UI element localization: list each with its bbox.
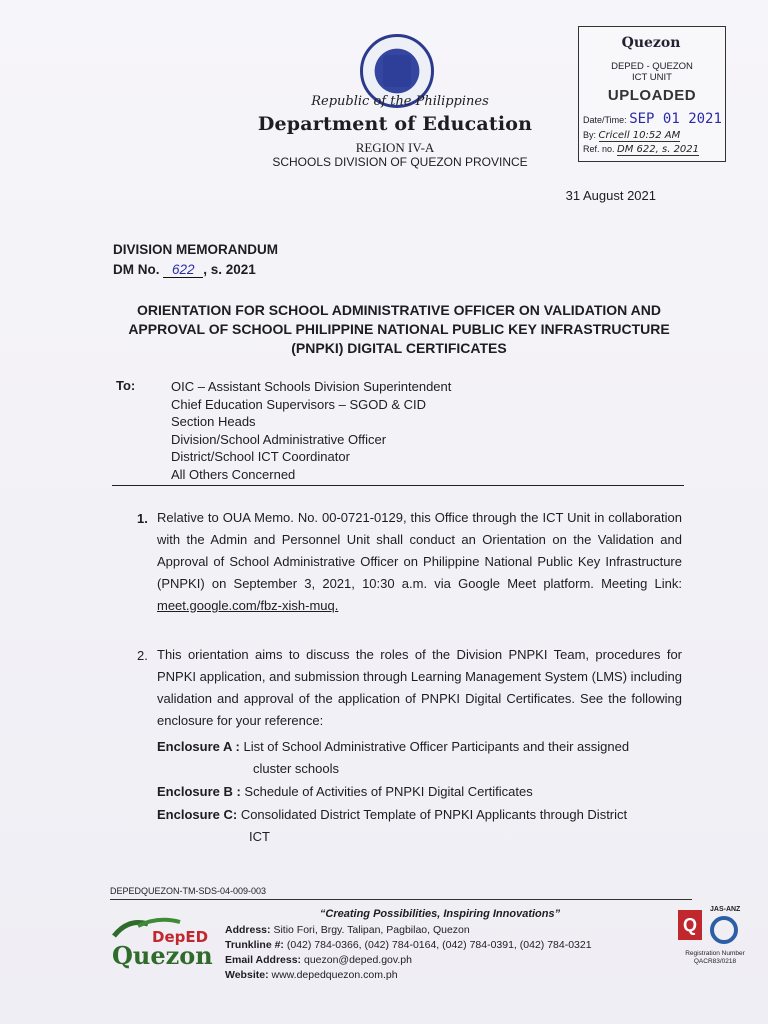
cert-reg-number: QACR83/0218 xyxy=(693,958,737,965)
divider xyxy=(112,485,684,486)
enclosure-c xyxy=(157,804,687,848)
dm-suffix: , s. 2021 xyxy=(203,262,256,277)
stamp-by-label: By: xyxy=(583,130,597,140)
stamp-office: DEPED - QUEZON xyxy=(611,61,693,72)
dm-prefix: DM No. xyxy=(113,262,160,277)
document-code: DEPEDQUEZON-TM-SDS-04-009-003 xyxy=(110,886,267,896)
logo-bottom-text: Quezon xyxy=(112,941,213,970)
stamp-logo: Quezon xyxy=(621,35,681,51)
paragraph-1-text: Relative to OUA Memo. No. 00-0721-0129, this Office through the ICT Unit in collaboration with the Admin and Personnel Unit shall conduct an Orientation on the Validation and Approval of School Administrative Officer on Philippine National Public Key Infrastructure (PNPKI) on September 3, 2021, 10:30 a.m. via Google Meet platform. Meeting Link: xyxy=(157,510,682,591)
enclosure-b xyxy=(157,781,687,803)
stamp-date-value: SEP 01 2021 xyxy=(629,111,722,127)
recipient-item: All Others Concerned xyxy=(171,466,296,482)
footer-website: Website: www.depedquezon.com.ph xyxy=(225,969,398,981)
stamp-ref-label: Ref. no. xyxy=(583,144,615,154)
footer-email: Email Address: quezon@deped.gov.ph xyxy=(225,954,412,966)
logo-top-text: DepED xyxy=(152,928,209,946)
stamp-date-row xyxy=(583,111,723,127)
memo-number-line xyxy=(113,262,256,278)
enclosure-text: Consolidated District Template of PNPKI Applicants through District xyxy=(240,807,628,822)
enclosure-text-cont: cluster schools xyxy=(253,761,339,776)
enclosure-label: Enclosure B : xyxy=(157,784,241,799)
region-line: REGION IV-A xyxy=(355,140,435,155)
meeting-link[interactable]: meet.google.com/fbz-xish-muq. xyxy=(157,598,339,613)
paragraph-2-number: 2. xyxy=(137,648,148,663)
republic-line: Republic of the Philippines xyxy=(311,94,489,109)
memo-title: ORIENTATION FOR SCHOOL ADMINISTRATIVE OFFICER ON VALIDATION AND APPROVAL OF SCHOOL PHILIPPINE NATIONAL PUBLIC KEY INFRASTRUCTURE (PNPKI) DIGITAL CERTIFICATES xyxy=(128,302,670,356)
quality-q-icon: Q xyxy=(678,910,702,940)
stamp-date-label: Date/Time: xyxy=(583,115,627,125)
recipient-item: OIC – Assistant Schools Division Superintendent xyxy=(171,379,452,394)
paragraph-2-text: This orientation aims to discuss the roles of the Division PNPKI Team, procedures for PNPKI application, and submission through Learning Management System (LMS) including validation and approval of the application of PNPKI Digital Certificates. See the following enclosure for your reference: xyxy=(157,647,682,728)
enclosure-a xyxy=(157,736,687,780)
recipient-item: Section Heads xyxy=(171,414,256,429)
enclosure-label: Enclosure A : xyxy=(157,739,240,754)
memo-date: 31 August 2021 xyxy=(565,188,656,203)
enclosure-text: Schedule of Activities of PNPKI Digital Certificates xyxy=(244,784,533,799)
recipient-item: Chief Education Supervisors – SGOD & CID xyxy=(171,396,427,412)
deped-quezon-logo xyxy=(108,914,218,972)
recipient-item: Division/School Administrative Officer xyxy=(171,431,387,447)
footer-divider xyxy=(110,899,692,900)
cert-tag: JAS-ANZ xyxy=(710,906,741,913)
stamp-by-row xyxy=(583,130,723,141)
footer-tagline: “Creating Possibilities, Inspiring Innovations” xyxy=(319,908,561,920)
to-label: To: xyxy=(116,378,136,393)
enclosure-label: Enclosure C: xyxy=(157,807,238,822)
department-name: Department of Education xyxy=(257,113,533,135)
recipient-item: District/School ICT Coordinator xyxy=(171,449,350,464)
footer-trunkline: Trunkline #: (042) 784-0366, (042) 784-0164, (042) 784-0391, (042) 784-0321 xyxy=(225,939,592,951)
upload-stamp xyxy=(578,26,726,162)
stamp-by-value: Cricell 10:52 AM xyxy=(598,130,681,141)
cert-reg-label: Registration Number xyxy=(685,950,745,957)
enclosure-text: List of School Administrative Officer Participants and their assigned xyxy=(243,739,630,754)
memo-heading: DIVISION MEMORANDUM xyxy=(113,242,278,257)
division-line: SCHOOLS DIVISION OF QUEZON PROVINCE xyxy=(272,155,528,169)
stamp-unit: ICT UNIT xyxy=(632,72,672,83)
stamp-ref-row xyxy=(583,144,723,155)
paragraph-1-number: 1. xyxy=(137,511,148,526)
certification-badge xyxy=(676,906,754,970)
footer-address: Address: Sitio Fori, Brgy. Talipan, Pagbilao, Quezon xyxy=(225,924,470,936)
stamp-status: UPLOADED xyxy=(607,87,697,104)
paragraph-1 xyxy=(157,507,682,617)
recipient-list xyxy=(171,378,451,483)
dm-number: 622 xyxy=(163,262,203,278)
cert-circle-icon xyxy=(710,916,738,944)
stamp-ref-value: DM 622, s. 2021 xyxy=(617,144,700,155)
enclosure-text-cont: ICT xyxy=(249,829,270,844)
